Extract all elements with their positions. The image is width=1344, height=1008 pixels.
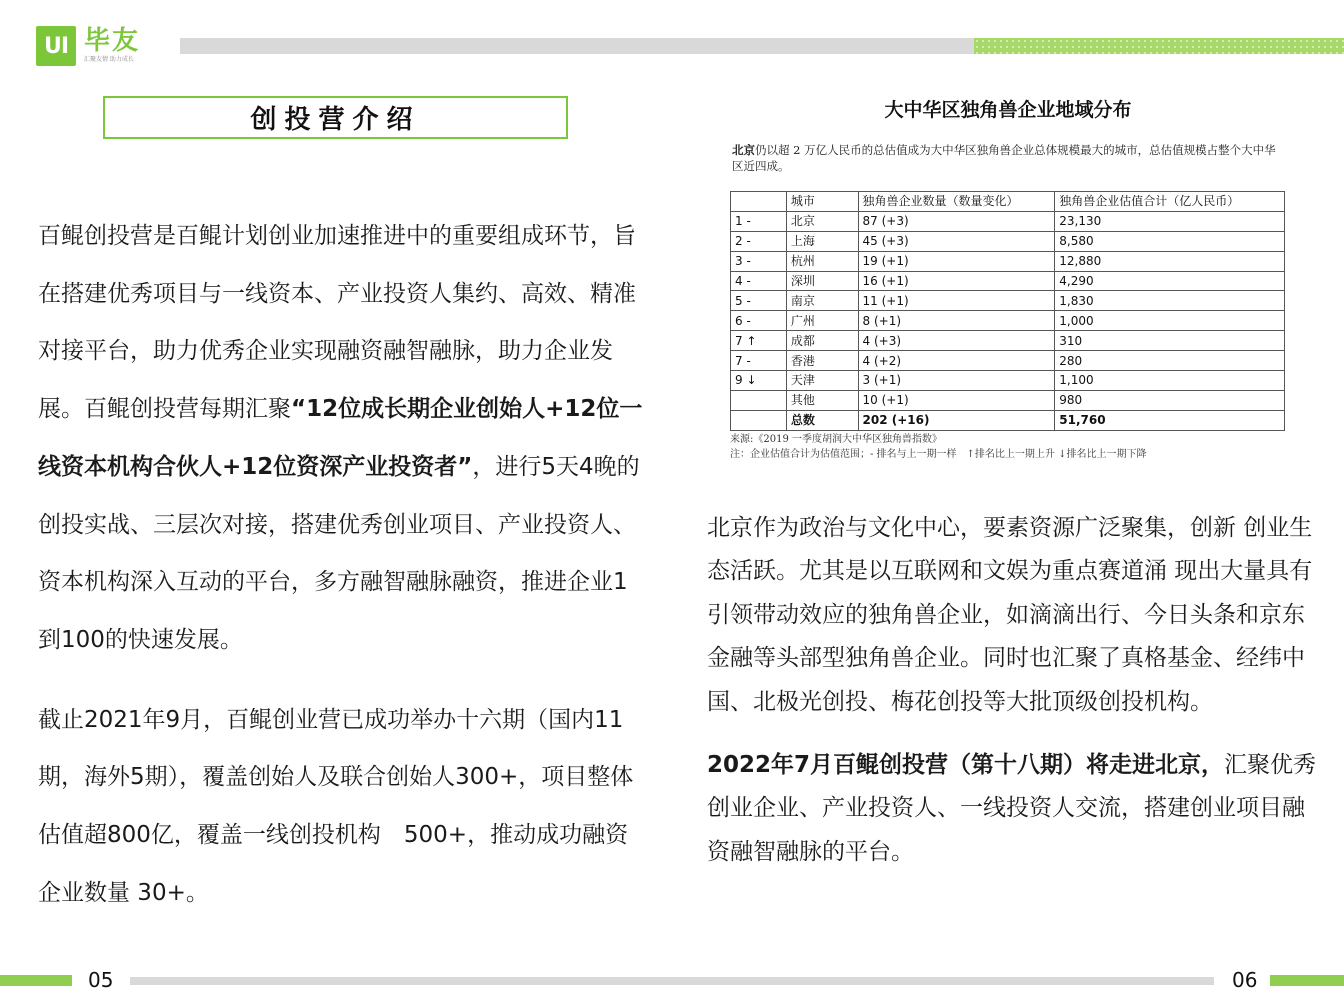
table-row <box>731 311 1285 331</box>
table-row-cell: 980 <box>1055 390 1285 410</box>
brand-slogan: 汇聚友情 助力成长 <box>84 56 134 63</box>
header-dotted-bar <box>974 38 1344 54</box>
table-total-row-cell: 总数 <box>786 410 858 430</box>
table-row-cell: 8 (+1) <box>858 311 1055 331</box>
event-highlight: 2022年7月百鲲创投营（第十八期）将走进北京， <box>707 752 1225 779</box>
intro-paragraph <box>38 208 648 670</box>
table-row-cell: 11 (+1) <box>858 291 1055 311</box>
table-row-cell: 12,880 <box>1055 251 1285 271</box>
table-row-cell: 87 (+3) <box>858 211 1055 231</box>
header-bar <box>180 38 976 54</box>
table-header-row-cell: 城市 <box>786 192 858 212</box>
footer-accent-left <box>0 975 72 986</box>
footer-accent-right <box>1270 975 1344 986</box>
intro-text-a: 百鲲创投营是百鲲计划创业加速推进中的重要组成环节，旨在搭建优秀项目与一线资本、产业投资人集约、高效、精准对接平台，助力优秀企业实现融资融智融脉，助力企业发展。百鲲创投营每期汇聚 <box>38 223 636 423</box>
logo-mark: UI <box>36 26 76 66</box>
table-row <box>731 211 1285 231</box>
table-row <box>731 351 1285 371</box>
table-total-row-cell: 202 (+16) <box>858 410 1055 430</box>
table-row-cell: 8,580 <box>1055 231 1285 251</box>
table-row-cell: 4 (+2) <box>858 351 1055 371</box>
table-row-cell: 310 <box>1055 331 1285 351</box>
table-row-cell: 19 (+1) <box>858 251 1055 271</box>
table-row <box>731 251 1285 271</box>
figure-note: 注：企业估值合计为估值范围；- 排名与上一期一样 ↑排名比上一期上升 ↓排名比上一期下降 <box>730 448 1147 460</box>
table-row <box>731 331 1285 351</box>
left-column <box>38 208 648 922</box>
table-row <box>731 231 1285 251</box>
figure-description <box>730 142 1286 174</box>
table-header-row <box>731 192 1285 212</box>
logo-text <box>84 27 140 65</box>
table-row-cell: 9 ↓ <box>731 371 787 391</box>
table-row-cell: 7 ↑ <box>731 331 787 351</box>
table-row <box>731 271 1285 291</box>
table-row-cell: 1,000 <box>1055 311 1285 331</box>
table-total-row-cell: 51,760 <box>1055 410 1285 430</box>
table-row-cell: 1 - <box>731 211 787 231</box>
figure-title: 大中华区独角兽企业地域分布 <box>884 99 1132 121</box>
table-row-cell <box>731 390 787 410</box>
table-header-row-cell <box>731 192 787 212</box>
figure-desc-text: 仍以超 2 万亿人民币的总估值成为大中华区独角兽企业总体规模最大的城市，总估值规模占整个大中华区近四成。 <box>732 143 1276 173</box>
table-row-cell: 6 - <box>731 311 787 331</box>
figure-source: 来源:《2019 一季度胡润大中华区独角兽指数》 <box>730 433 942 445</box>
table-row-cell: 其他 <box>786 390 858 410</box>
intro-text-b: ，进行5天4晚的创投实战、三层次对接，搭建优秀创业项目、产业投资人、资本机构深入互动的平台，多方融智融脉融资，推进企业1到100的快速发展。 <box>38 453 640 653</box>
table-header-row-cell: 独角兽企业估值合计（亿人民币） <box>1055 192 1285 212</box>
table-row-cell: 3 - <box>731 251 787 271</box>
brand-name: 毕友 <box>84 26 141 56</box>
footer-bar <box>130 977 1214 985</box>
table-row-cell: 天津 <box>786 371 858 391</box>
table-row <box>731 390 1285 410</box>
table-row-cell: 深圳 <box>786 271 858 291</box>
table-row-cell: 10 (+1) <box>858 390 1055 410</box>
beijing-paragraph: 北京作为政治与文化中心，要素资源广泛聚集，创新 创业生态活跃。尤其是以互联网和文娱为重点赛道涌 现出大量具有引领带动效应的独角兽企业，如滴滴出行、今日头条和京东金融等头部型独角兽企业。同时也汇聚了真格基金、经纬中国、北极光创投、梅花创投等大批顶级创投机构。 <box>707 515 1313 715</box>
table-row-cell: 3 (+1) <box>858 371 1055 391</box>
section-title: 创投营介绍 <box>103 96 568 139</box>
table-row-cell: 1,830 <box>1055 291 1285 311</box>
page-number-right: 06 <box>1232 968 1258 992</box>
table-row-cell: 7 - <box>731 351 787 371</box>
table-row-cell: 成都 <box>786 331 858 351</box>
table-row <box>731 291 1285 311</box>
table-row-cell: 广州 <box>786 311 858 331</box>
table-row-cell: 4 (+3) <box>858 331 1055 351</box>
table-row-cell: 16 (+1) <box>858 271 1055 291</box>
unicorn-table <box>730 191 1285 431</box>
table-row <box>731 371 1285 391</box>
table-row-cell: 上海 <box>786 231 858 251</box>
figure-desc-bold: 北京 <box>732 143 755 157</box>
table-row-cell: 1,100 <box>1055 371 1285 391</box>
table-row-cell: 45 (+3) <box>858 231 1055 251</box>
table-row-cell: 香港 <box>786 351 858 371</box>
table-row-cell: 北京 <box>786 211 858 231</box>
table-row-cell: 4,290 <box>1055 271 1285 291</box>
event-paragraph <box>707 744 1317 874</box>
page-number-left: 05 <box>88 968 114 992</box>
event-text: 汇聚优秀创业企业、产业投资人、一线投资人交流，搭建创业项目融资融智融脉的平台。 <box>707 752 1317 865</box>
table-row-cell: 南京 <box>786 291 858 311</box>
table-row-cell: 23,130 <box>1055 211 1285 231</box>
stats-paragraph: 截止2021年9月，百鲲创业营已成功举办十六期（国内11期，海外5期），覆盖创始人及联合创始人300+，项目整体估值超800亿，覆盖一线创投机构 500+，推动成功融资企业数量 30+。 <box>38 706 634 906</box>
table-total-row-cell <box>731 410 787 430</box>
unicorn-figure <box>730 96 1286 462</box>
table-total-row <box>731 410 1285 430</box>
table-row-cell: 280 <box>1055 351 1285 371</box>
right-column <box>707 507 1317 874</box>
table-row-cell: 杭州 <box>786 251 858 271</box>
table-header-row-cell: 独角兽企业数量（数量变化） <box>858 192 1055 212</box>
table-row-cell: 5 - <box>731 291 787 311</box>
intro-highlight: “12位成长期企业创始人+12位一线资本机构合伙人+12位资深产业投资者” <box>38 396 643 480</box>
table-row-cell: 4 - <box>731 271 787 291</box>
brand-logo <box>36 26 140 66</box>
table-row-cell: 2 - <box>731 231 787 251</box>
